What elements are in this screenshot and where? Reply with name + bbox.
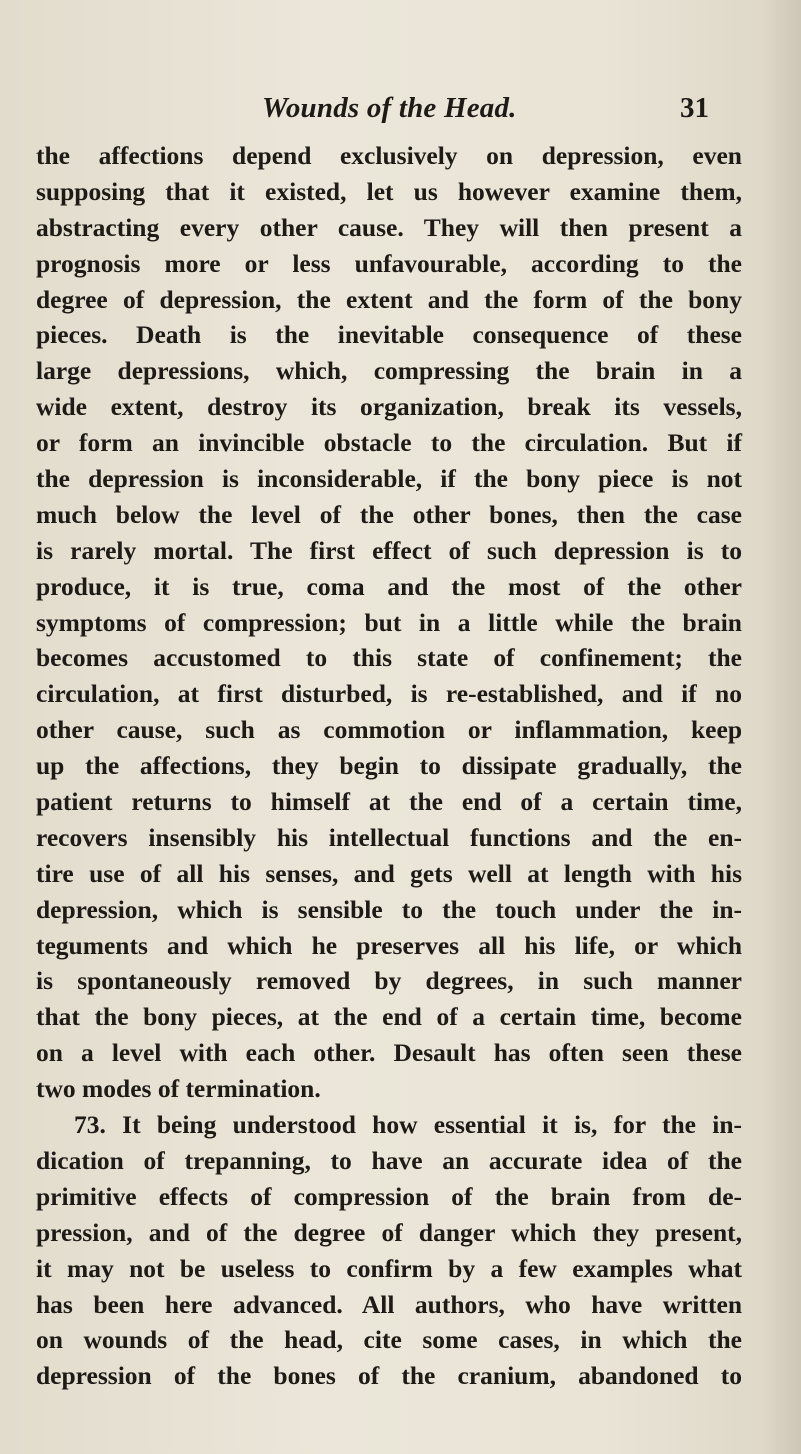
- text-line: supposing that it existed, let us however examine them,: [36, 176, 742, 206]
- text-line: it may not be useless to confirm by a few examples what: [36, 1253, 742, 1283]
- text-line: or form an invincible obstacle to the circulation. But if: [36, 428, 742, 458]
- text-line: depression, which is sensible to the touch under the in-: [36, 894, 742, 924]
- page-number: 31: [680, 92, 709, 124]
- text-line: degree of depression, the extent and the form of the bony: [36, 284, 742, 314]
- text-line: is spontaneously removed by degrees, in such manner: [36, 966, 742, 996]
- body-text: [36, 138, 742, 1394]
- text-line: abstracting every other cause. They will then present a: [36, 212, 742, 242]
- text-line: patient returns to himself at the end of a certain time,: [36, 787, 742, 817]
- paragraph-73-start: 73. It being understood how essential it is, for the in-: [74, 1110, 742, 1140]
- text-line: dication of trepanning, to have an accurate idea of the: [36, 1145, 742, 1175]
- text-line: symptoms of compression; but in a little while the brain: [36, 607, 742, 637]
- text-line: has been here advanced. All authors, who have written: [36, 1289, 742, 1319]
- text-line: much below the level of the other bones, then the case: [36, 499, 742, 529]
- text-line: teguments and which he preserves all his life, or which: [36, 930, 742, 960]
- text-line: recovers insensibly his intellectual functions and the en-: [36, 822, 742, 852]
- page-header: [0, 92, 801, 132]
- text-line: wide extent, destroy its organization, break its vessels,: [36, 392, 742, 422]
- text-line: is rarely mortal. The first effect of such depression is to: [36, 535, 742, 565]
- text-line: produce, it is true, coma and the most of the other: [36, 571, 742, 601]
- text-line: the depression is inconsiderable, if the bony piece is not: [36, 464, 742, 494]
- running-title: Wounds of the Head.: [262, 92, 517, 124]
- text-line: tire use of all his senses, and gets well at length with his: [36, 858, 742, 888]
- text-line: becomes accustomed to this state of confinement; the: [36, 643, 742, 673]
- text-line: primitive effects of compression of the brain from de-: [36, 1181, 742, 1211]
- text-line: prognosis more or less unfavourable, according to the: [36, 248, 742, 278]
- text-line: that the bony pieces, at the end of a certain time, become: [36, 1002, 742, 1032]
- text-line: pieces. Death is the inevitable consequence of these: [36, 320, 742, 350]
- page-edge-shadow: [761, 0, 801, 1454]
- text-line: up the affections, they begin to dissipate gradually, the: [36, 751, 742, 781]
- text-line: other cause, such as commotion or inflammation, keep: [36, 715, 742, 745]
- text-line: the affections depend exclusively on depression, even: [36, 141, 742, 170]
- text-line: pression, and of the degree of danger which they present,: [36, 1217, 742, 1247]
- text-line: depression of the bones of the cranium, abandoned to: [36, 1361, 742, 1391]
- text-line: on wounds of the head, cite some cases, in which the: [36, 1325, 742, 1355]
- text-line: large depressions, which, compressing the brain in a: [36, 356, 742, 386]
- text-line: circulation, at first disturbed, is re-established, and if no: [36, 679, 742, 709]
- text-line: two modes of termination.: [36, 1074, 321, 1104]
- text-line: on a level with each other. Desault has often seen these: [36, 1038, 742, 1068]
